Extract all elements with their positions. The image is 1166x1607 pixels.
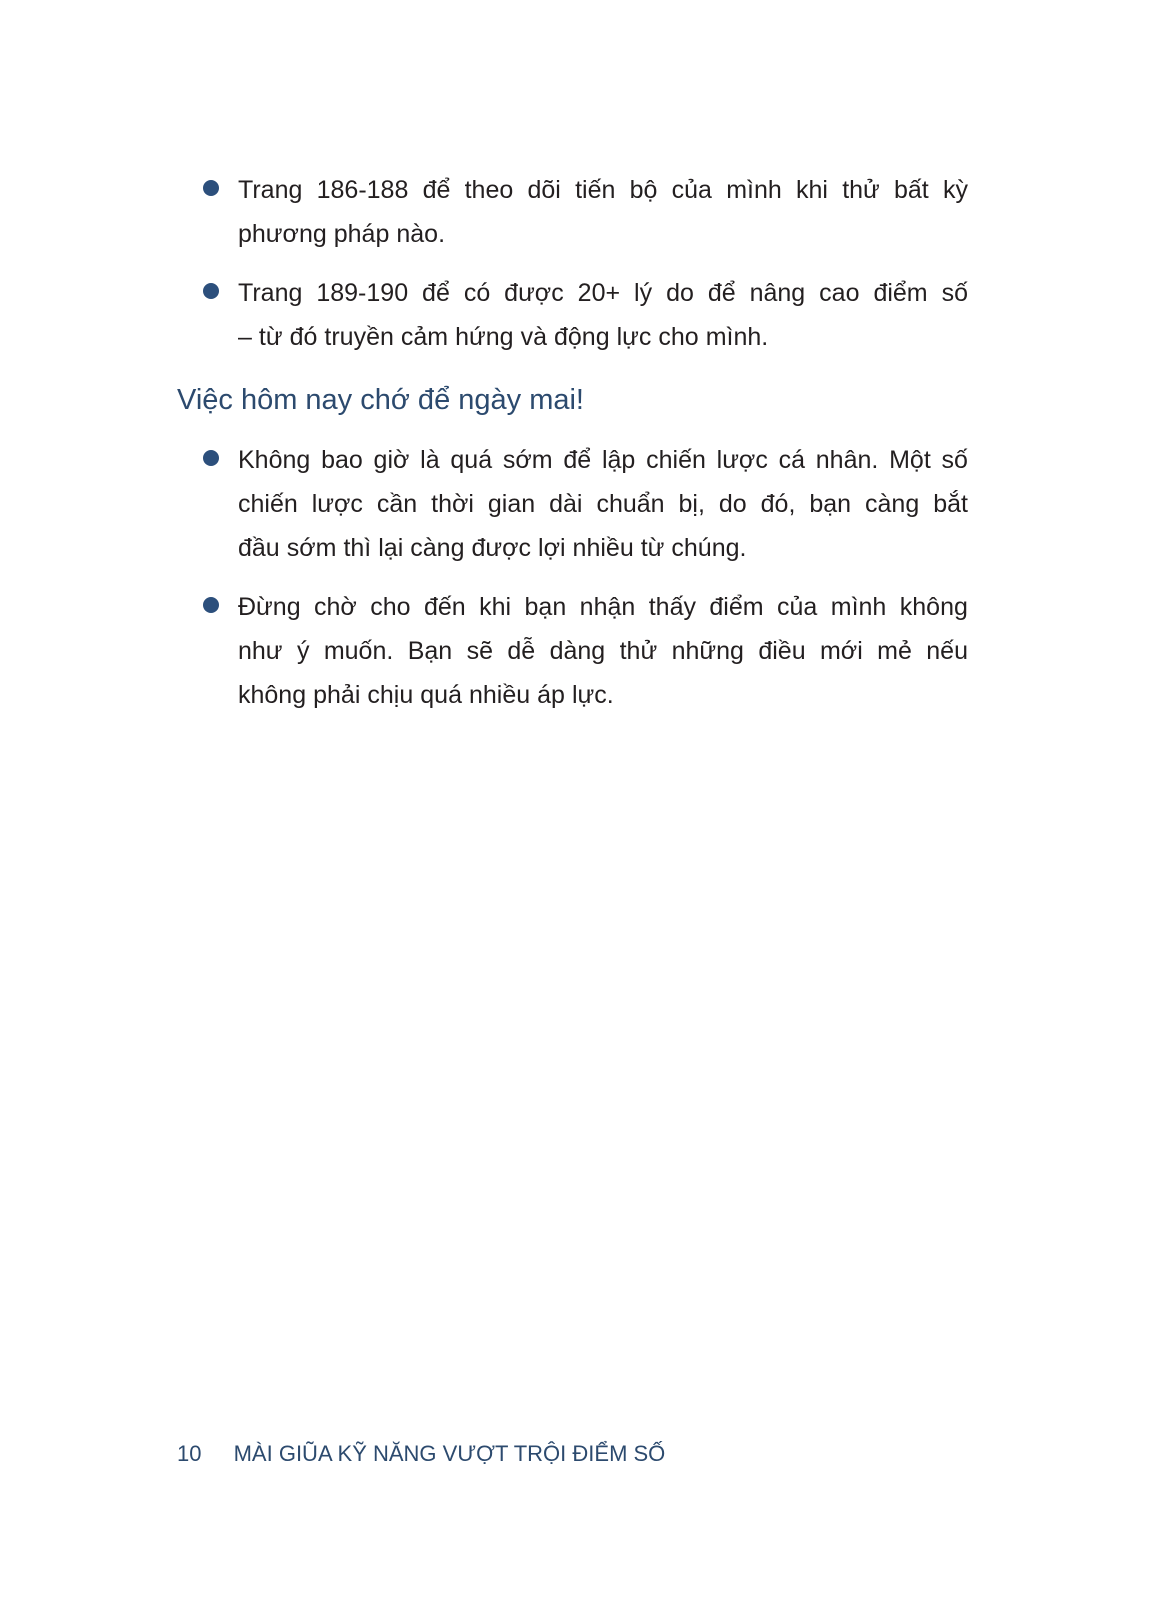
text-line: Trang 186-188 để theo dõi tiến bộ của mình khi thử bất kỳ — [238, 176, 968, 204]
text-line: Đừng chờ cho đến khi bạn nhận thấy điểm của mình không — [238, 593, 968, 621]
text-line: Trang 189-190 để có được 20+ lý do để nâng cao điểm số — [238, 279, 968, 307]
text-line: phương pháp nào. — [238, 220, 446, 248]
text-line: – từ đó truyền cảm hứng và động lực cho mình. — [238, 323, 769, 351]
page-footer — [177, 1438, 665, 1470]
list-item — [238, 585, 968, 717]
text-line: Không bao giờ là quá sớm để lập chiến lược cá nhân. Một số — [238, 446, 968, 474]
section-heading: Việc hôm nay chớ để ngày mai! — [177, 384, 584, 416]
text-line: như ý muốn. Bạn sẽ dễ dàng thử những điều mới mẻ nếu — [238, 637, 968, 665]
running-title: MÀI GIŨA KỸ NĂNG VƯỢT TRỘI ĐIỂM SỐ — [233, 1441, 666, 1466]
list-item — [238, 271, 968, 359]
bullet-icon — [203, 597, 219, 613]
bullet-icon — [203, 283, 219, 299]
bullet-list-resources — [238, 168, 968, 374]
list-item — [238, 168, 968, 256]
bullet-icon — [203, 180, 219, 196]
text-line: đầu sớm thì lại càng được lợi nhiều từ chúng. — [238, 534, 747, 562]
bullet-icon — [203, 450, 219, 466]
page-number: 10 — [177, 1441, 202, 1466]
text-line: không phải chịu quá nhiều áp lực. — [238, 681, 614, 709]
text-line: chiến lược cần thời gian dài chuẩn bị, do đó, bạn càng bắt — [238, 490, 968, 518]
bullet-list-start-early — [238, 438, 968, 732]
list-item — [238, 438, 968, 570]
